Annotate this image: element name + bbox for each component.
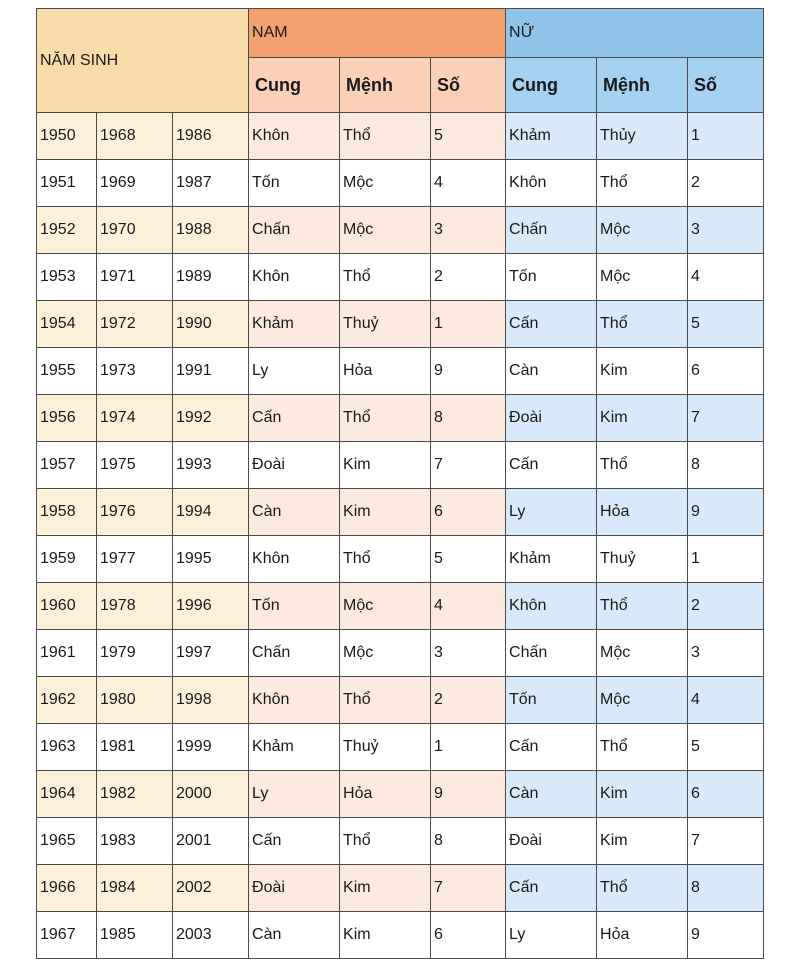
nu-cung-cell: Khảm xyxy=(506,113,597,160)
nu-cung-cell: Cấn xyxy=(506,301,597,348)
nu-menh-cell: Thổ xyxy=(597,724,688,771)
birth-year-1: 1958 xyxy=(37,489,97,536)
nu-cung-cell: Cấn xyxy=(506,442,597,489)
nu-so-cell: 5 xyxy=(688,301,764,348)
nu-cung-cell: Ly xyxy=(506,912,597,959)
nam-menh-cell: Hỏa xyxy=(340,348,431,395)
birth-year-3: 1987 xyxy=(173,160,249,207)
nam-cung-cell: Ly xyxy=(249,771,340,818)
nam-cung-cell: Chấn xyxy=(249,630,340,677)
birth-year-1: 1957 xyxy=(37,442,97,489)
nu-so-cell: 2 xyxy=(688,583,764,630)
nam-menh-cell: Thổ xyxy=(340,677,431,724)
birth-year-3: 1997 xyxy=(173,630,249,677)
header-nu-so: Số xyxy=(688,58,764,113)
birth-year-3: 1986 xyxy=(173,113,249,160)
nu-menh-cell: Thổ xyxy=(597,160,688,207)
nu-so-cell: 4 xyxy=(688,254,764,301)
nu-cung-cell: Khôn xyxy=(506,583,597,630)
nu-so-cell: 3 xyxy=(688,207,764,254)
header-nam-menh: Mệnh xyxy=(340,58,431,113)
nam-cung-cell: Khôn xyxy=(249,254,340,301)
nu-so-cell: 9 xyxy=(688,489,764,536)
nam-so-cell: 5 xyxy=(431,113,506,160)
table-row xyxy=(37,630,764,677)
birth-year-3: 2001 xyxy=(173,818,249,865)
birth-year-1: 1952 xyxy=(37,207,97,254)
birth-year-3: 1989 xyxy=(173,254,249,301)
birth-year-2: 1971 xyxy=(97,254,173,301)
nu-menh-cell: Thủy xyxy=(597,113,688,160)
birth-year-3: 1990 xyxy=(173,301,249,348)
nu-so-cell: 7 xyxy=(688,395,764,442)
nu-menh-cell: Kim xyxy=(597,348,688,395)
nam-cung-cell: Khôn xyxy=(249,113,340,160)
table-row xyxy=(37,395,764,442)
nu-menh-cell: Kim xyxy=(597,818,688,865)
birth-year-3: 1988 xyxy=(173,207,249,254)
nu-so-cell: 1 xyxy=(688,536,764,583)
nam-cung-cell: Chấn xyxy=(249,207,340,254)
table-row xyxy=(37,912,764,959)
table-row xyxy=(37,771,764,818)
header-nam-cung: Cung xyxy=(249,58,340,113)
birth-year-1: 1950 xyxy=(37,113,97,160)
table-row xyxy=(37,207,764,254)
nam-menh-cell: Hỏa xyxy=(340,771,431,818)
nam-so-cell: 1 xyxy=(431,301,506,348)
table-row xyxy=(37,865,764,912)
table-row xyxy=(37,536,764,583)
nu-so-cell: 4 xyxy=(688,677,764,724)
nu-menh-cell: Hỏa xyxy=(597,489,688,536)
nam-so-cell: 7 xyxy=(431,442,506,489)
birth-year-2: 1973 xyxy=(97,348,173,395)
birth-year-3: 1994 xyxy=(173,489,249,536)
nu-cung-cell: Càn xyxy=(506,771,597,818)
nu-cung-cell: Tốn xyxy=(506,677,597,724)
nu-so-cell: 9 xyxy=(688,912,764,959)
birth-year-2: 1968 xyxy=(97,113,173,160)
nu-so-cell: 8 xyxy=(688,442,764,489)
nam-menh-cell: Thổ xyxy=(340,395,431,442)
nu-menh-cell: Thổ xyxy=(597,583,688,630)
nam-so-cell: 5 xyxy=(431,536,506,583)
nam-menh-cell: Thuỷ xyxy=(340,301,431,348)
birth-year-3: 1996 xyxy=(173,583,249,630)
nu-so-cell: 7 xyxy=(688,818,764,865)
birth-year-2: 1982 xyxy=(97,771,173,818)
birth-year-2: 1979 xyxy=(97,630,173,677)
nu-menh-cell: Thuỷ xyxy=(597,536,688,583)
table-body xyxy=(37,113,764,959)
birth-year-3: 1999 xyxy=(173,724,249,771)
header-row-top xyxy=(37,9,764,58)
nam-cung-cell: Đoài xyxy=(249,865,340,912)
nu-menh-cell: Thổ xyxy=(597,442,688,489)
nam-menh-cell: Kim xyxy=(340,442,431,489)
nu-cung-cell: Khảm xyxy=(506,536,597,583)
birth-year-1: 1963 xyxy=(37,724,97,771)
cung-menh-table xyxy=(36,8,764,959)
nu-cung-cell: Đoài xyxy=(506,395,597,442)
birth-year-2: 1980 xyxy=(97,677,173,724)
nam-cung-cell: Đoài xyxy=(249,442,340,489)
nam-menh-cell: Mộc xyxy=(340,160,431,207)
birth-year-2: 1977 xyxy=(97,536,173,583)
birth-year-3: 2003 xyxy=(173,912,249,959)
nam-so-cell: 4 xyxy=(431,160,506,207)
nam-so-cell: 9 xyxy=(431,348,506,395)
nu-so-cell: 2 xyxy=(688,160,764,207)
nu-menh-cell: Kim xyxy=(597,771,688,818)
table-row xyxy=(37,113,764,160)
header-nam-so: Số xyxy=(431,58,506,113)
nu-menh-cell: Kim xyxy=(597,395,688,442)
birth-year-2: 1974 xyxy=(97,395,173,442)
header-nu: NỮ xyxy=(506,9,764,58)
birth-year-1: 1953 xyxy=(37,254,97,301)
birth-year-3: 2002 xyxy=(173,865,249,912)
nu-so-cell: 8 xyxy=(688,865,764,912)
nam-cung-cell: Khảm xyxy=(249,301,340,348)
nam-cung-cell: Tốn xyxy=(249,583,340,630)
nu-so-cell: 1 xyxy=(688,113,764,160)
nu-cung-cell: Đoài xyxy=(506,818,597,865)
nu-menh-cell: Hỏa xyxy=(597,912,688,959)
nam-cung-cell: Cấn xyxy=(249,395,340,442)
nam-menh-cell: Thổ xyxy=(340,254,431,301)
birth-year-2: 1985 xyxy=(97,912,173,959)
nu-so-cell: 6 xyxy=(688,348,764,395)
nam-cung-cell: Tốn xyxy=(249,160,340,207)
birth-year-1: 1959 xyxy=(37,536,97,583)
nam-so-cell: 1 xyxy=(431,724,506,771)
nu-cung-cell: Khôn xyxy=(506,160,597,207)
nam-so-cell: 2 xyxy=(431,677,506,724)
birth-year-1: 1965 xyxy=(37,818,97,865)
nam-so-cell: 8 xyxy=(431,395,506,442)
header-nam-sinh: NĂM SINH xyxy=(37,9,249,113)
table-row xyxy=(37,583,764,630)
nam-menh-cell: Kim xyxy=(340,912,431,959)
nu-cung-cell: Cấn xyxy=(506,724,597,771)
birth-year-3: 1992 xyxy=(173,395,249,442)
birth-year-1: 1951 xyxy=(37,160,97,207)
nam-menh-cell: Thuỷ xyxy=(340,724,431,771)
nu-cung-cell: Chấn xyxy=(506,207,597,254)
table-row xyxy=(37,254,764,301)
nam-menh-cell: Thổ xyxy=(340,113,431,160)
nu-so-cell: 5 xyxy=(688,724,764,771)
header-nu-cung: Cung xyxy=(506,58,597,113)
nam-menh-cell: Thổ xyxy=(340,818,431,865)
birth-year-1: 1966 xyxy=(37,865,97,912)
nu-cung-cell: Càn xyxy=(506,348,597,395)
nam-menh-cell: Thổ xyxy=(340,536,431,583)
birth-year-1: 1955 xyxy=(37,348,97,395)
nam-menh-cell: Mộc xyxy=(340,583,431,630)
table-row xyxy=(37,489,764,536)
birth-year-2: 1972 xyxy=(97,301,173,348)
nam-cung-cell: Khôn xyxy=(249,677,340,724)
nu-so-cell: 3 xyxy=(688,630,764,677)
birth-year-1: 1956 xyxy=(37,395,97,442)
birth-year-3: 1993 xyxy=(173,442,249,489)
nam-so-cell: 7 xyxy=(431,865,506,912)
nu-so-cell: 6 xyxy=(688,771,764,818)
nam-so-cell: 6 xyxy=(431,912,506,959)
birth-year-2: 1975 xyxy=(97,442,173,489)
nam-cung-cell: Càn xyxy=(249,489,340,536)
birth-year-3: 2000 xyxy=(173,771,249,818)
nu-cung-cell: Ly xyxy=(506,489,597,536)
table-row xyxy=(37,724,764,771)
nam-cung-cell: Ly xyxy=(249,348,340,395)
nam-cung-cell: Càn xyxy=(249,912,340,959)
nam-cung-cell: Khôn xyxy=(249,536,340,583)
nam-menh-cell: Kim xyxy=(340,865,431,912)
nu-menh-cell: Mộc xyxy=(597,207,688,254)
birth-year-3: 1995 xyxy=(173,536,249,583)
table-row xyxy=(37,677,764,724)
table-row xyxy=(37,160,764,207)
birth-year-1: 1961 xyxy=(37,630,97,677)
nam-so-cell: 8 xyxy=(431,818,506,865)
nu-cung-cell: Chấn xyxy=(506,630,597,677)
birth-year-1: 1967 xyxy=(37,912,97,959)
birth-year-3: 1991 xyxy=(173,348,249,395)
nu-menh-cell: Mộc xyxy=(597,254,688,301)
birth-year-2: 1978 xyxy=(97,583,173,630)
nam-menh-cell: Mộc xyxy=(340,630,431,677)
birth-year-1: 1962 xyxy=(37,677,97,724)
birth-year-2: 1981 xyxy=(97,724,173,771)
nu-cung-cell: Cấn xyxy=(506,865,597,912)
table-row xyxy=(37,818,764,865)
nam-so-cell: 3 xyxy=(431,630,506,677)
nam-so-cell: 9 xyxy=(431,771,506,818)
header-nu-menh: Mệnh xyxy=(597,58,688,113)
nam-so-cell: 3 xyxy=(431,207,506,254)
birth-year-2: 1976 xyxy=(97,489,173,536)
nam-cung-cell: Khảm xyxy=(249,724,340,771)
nu-menh-cell: Thổ xyxy=(597,301,688,348)
birth-year-2: 1969 xyxy=(97,160,173,207)
nam-menh-cell: Kim xyxy=(340,489,431,536)
table-row xyxy=(37,301,764,348)
nam-so-cell: 6 xyxy=(431,489,506,536)
nam-so-cell: 2 xyxy=(431,254,506,301)
table-row xyxy=(37,348,764,395)
nu-cung-cell: Tốn xyxy=(506,254,597,301)
nu-menh-cell: Mộc xyxy=(597,630,688,677)
birth-year-2: 1984 xyxy=(97,865,173,912)
birth-year-1: 1964 xyxy=(37,771,97,818)
nam-cung-cell: Cấn xyxy=(249,818,340,865)
birth-year-3: 1998 xyxy=(173,677,249,724)
birth-year-1: 1960 xyxy=(37,583,97,630)
birth-year-1: 1954 xyxy=(37,301,97,348)
nu-menh-cell: Mộc xyxy=(597,677,688,724)
table-row xyxy=(37,442,764,489)
nam-menh-cell: Mộc xyxy=(340,207,431,254)
nam-so-cell: 4 xyxy=(431,583,506,630)
nu-menh-cell: Thổ xyxy=(597,865,688,912)
header-nam: NAM xyxy=(249,9,506,58)
birth-year-2: 1970 xyxy=(97,207,173,254)
birth-year-2: 1983 xyxy=(97,818,173,865)
